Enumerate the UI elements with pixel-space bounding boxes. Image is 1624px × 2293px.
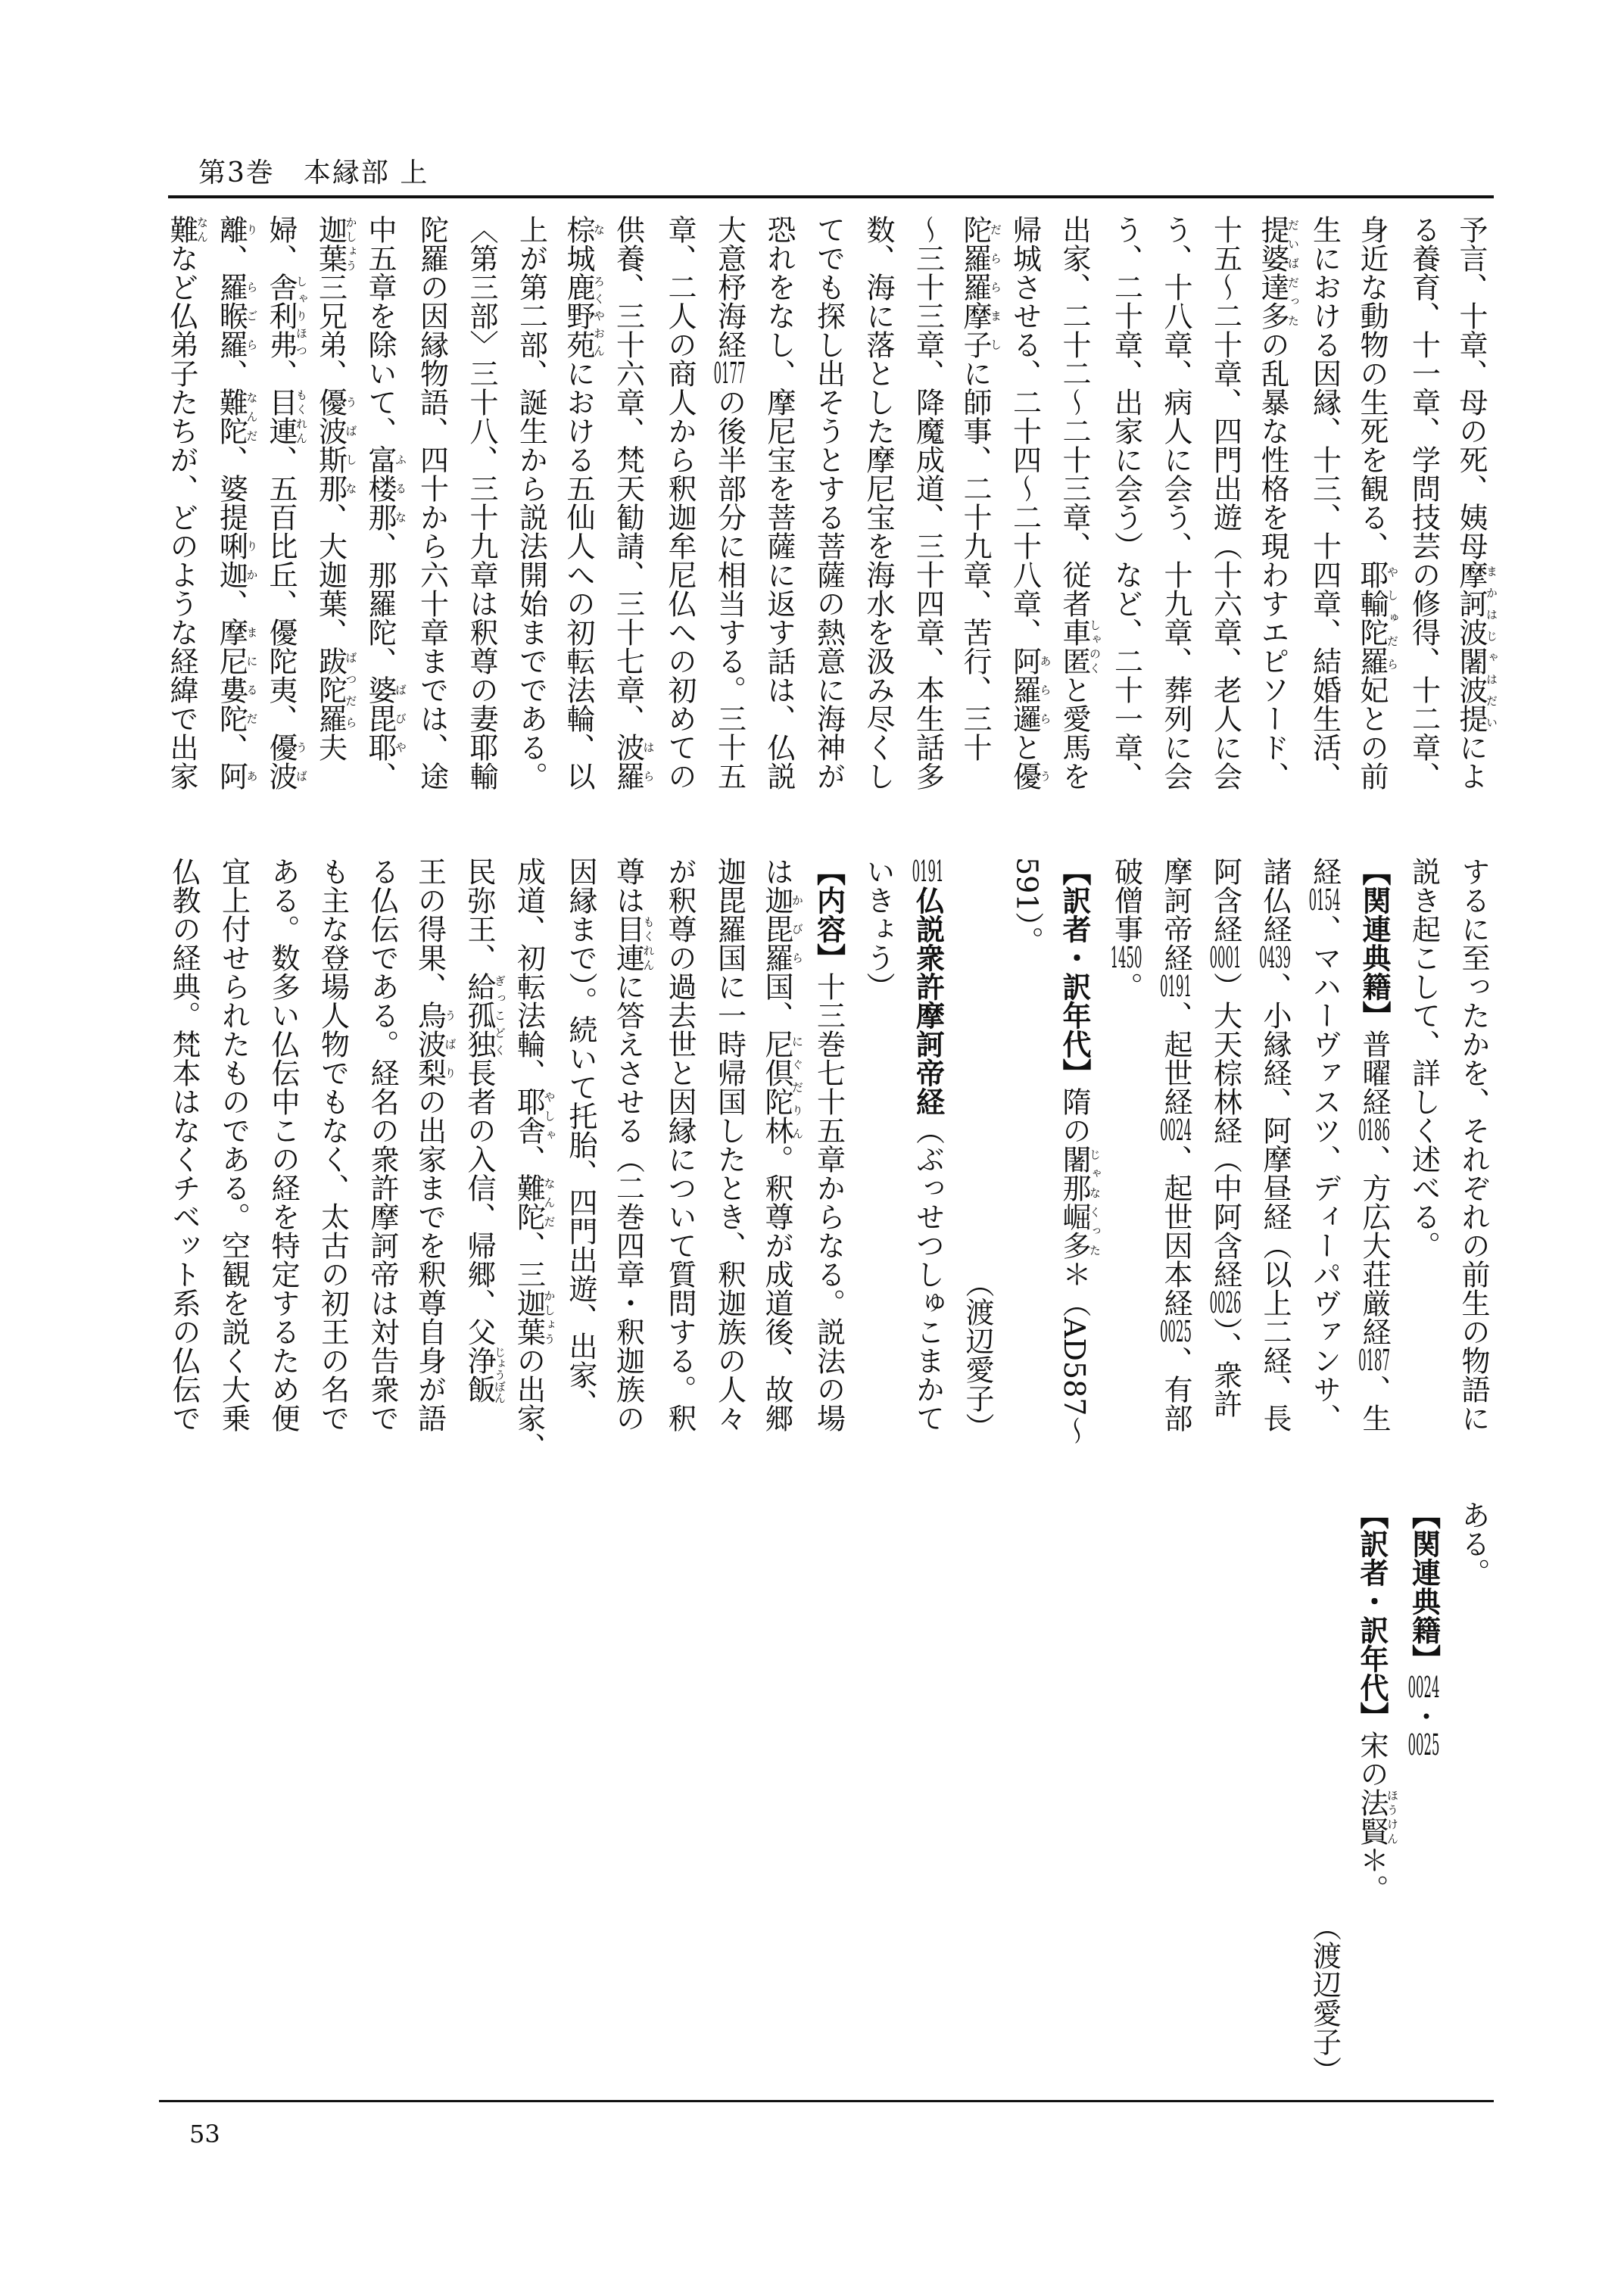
- text-column: [1002, 857, 1052, 1441]
- ruby-word: [264, 273, 308, 359]
- text-run: 、: [214, 733, 248, 762]
- furigana: なん: [195, 215, 209, 244]
- ruby-word: [463, 1346, 507, 1404]
- text-run: 、五百比丘、優陀夷、: [264, 445, 298, 733]
- text-column: [1101, 857, 1151, 1441]
- text-run: 、: [363, 762, 397, 790]
- text-tier-middle: [157, 857, 1498, 1461]
- text-run: 、: [512, 1145, 546, 1173]
- furigana: ばびや: [394, 675, 407, 762]
- ruby-word: [214, 215, 259, 244]
- ruby-base: 迦毘羅: [760, 886, 793, 972]
- text-run: 隋の: [1058, 1087, 1091, 1145]
- ruby-base: 優波斯那: [313, 388, 348, 503]
- bold-heading: 【関連典籍】: [1357, 857, 1391, 1030]
- text-run: 上が第二部、誕生から説法開始までである。: [514, 215, 548, 790]
- text-run: ＊（AD587〜: [1058, 1260, 1091, 1445]
- ruby-base: 波羅: [611, 733, 645, 790]
- text-column: [1349, 857, 1399, 1441]
- text-run: によ: [1454, 733, 1488, 790]
- ruby-base: 車匿: [1058, 618, 1091, 675]
- text-run: 宜上付せられたものである。空観を説く大乗: [217, 857, 251, 1432]
- ruby-word: [413, 1001, 457, 1087]
- text-run: 、: [264, 359, 298, 388]
- text-run: 王の得果、: [413, 857, 447, 1001]
- text-run: 、: [214, 244, 248, 273]
- ruby-base: 給孤独: [463, 972, 496, 1058]
- text-column: [407, 215, 457, 799]
- furigana: まにるだ: [245, 618, 259, 733]
- text-run: 普曜経: [1357, 1030, 1391, 1116]
- text-run: 、三: [512, 1231, 546, 1288]
- furigana: り: [245, 215, 259, 244]
- text-column: [1398, 215, 1448, 799]
- furigana: ばつだら: [344, 646, 358, 733]
- text-run: ・: [1407, 1702, 1441, 1731]
- furigana: りか: [245, 531, 259, 589]
- ruby-base: 浄飯: [463, 1346, 496, 1404]
- ruby-word: [562, 273, 606, 359]
- text-run: 、那羅陀、: [363, 531, 397, 675]
- furigana: う: [1038, 762, 1052, 790]
- text-run: に答えさせる（二巻四章・釈迦族の: [611, 972, 645, 1432]
- text-run: が釈尊の過去世と因縁について質問する。釈: [663, 857, 697, 1432]
- ruby-base: 跋陀羅: [313, 646, 348, 733]
- sutra-number: 0025: [1160, 1317, 1192, 1346]
- text-column: [655, 857, 705, 1441]
- text-run: ）大天棕林経（中阿含経: [1208, 972, 1242, 1288]
- text-run: 破僧事: [1109, 857, 1143, 943]
- ruby-base: 舎利弗: [264, 273, 298, 359]
- text-run: 。釈尊が成道後、故郷: [760, 1145, 793, 1432]
- text-column: [1200, 215, 1250, 799]
- text-run: 説き起こして、詳しく述べる。: [1407, 857, 1441, 1260]
- bold-heading: 【関連典籍】: [1407, 1500, 1441, 1673]
- ruby-base: 婆毘耶: [363, 675, 397, 762]
- text-column: [1448, 857, 1498, 1441]
- furigana: じょうぼん: [493, 1346, 507, 1404]
- text-run: に師事、二十九章、苦行、三十: [959, 359, 992, 762]
- sutra-number: 0024: [1407, 1673, 1440, 1702]
- text-column: [159, 857, 209, 1441]
- ruby-base: 提婆達多: [1256, 215, 1289, 330]
- ruby-base: 耶舎: [512, 1087, 546, 1145]
- furigana: ほうけん: [1386, 1788, 1399, 1846]
- furigana: だいばだった: [1286, 215, 1300, 330]
- text-run: 尊は: [611, 857, 645, 914]
- ruby-base: 耶輸陀羅: [1355, 560, 1389, 675]
- ruby-word: [1355, 1788, 1399, 1846]
- furigana: なんだ: [542, 1173, 556, 1231]
- ruby-word: [264, 388, 308, 445]
- text-run: 、婆提: [214, 445, 248, 531]
- text-run: 〈第三部〉三十八、三十九章は釈尊の妻耶輸: [465, 215, 498, 790]
- ruby-base: 阿: [214, 762, 248, 790]
- text-column: [556, 857, 606, 1441]
- text-column: [754, 215, 804, 799]
- text-run: 身近な動物の生死を観る、: [1355, 215, 1389, 560]
- text-column: [208, 215, 258, 799]
- text-run: における五仙人への初転法輪、以: [562, 359, 595, 790]
- text-column: [506, 215, 556, 799]
- ruby-base: 難陀: [512, 1173, 546, 1231]
- furigana: うばしな: [344, 388, 358, 503]
- sutra-number: 0191: [912, 857, 944, 886]
- text-column: [357, 215, 407, 799]
- text-run: 〜三十三章、降魔成道、三十四章、本生話多: [911, 215, 945, 790]
- text-column: [605, 215, 655, 799]
- text-run: 、方広大荘厳経: [1357, 1145, 1391, 1346]
- ruby-base: 難: [165, 215, 198, 244]
- text-column: [704, 857, 754, 1441]
- text-run: 諸仏経: [1258, 857, 1292, 943]
- sutra-number: 0025: [1407, 1731, 1440, 1759]
- ruby-word: [214, 531, 259, 589]
- ruby-base: 難陀: [214, 388, 248, 445]
- text-run: と: [1008, 733, 1042, 762]
- text-run: 阿含経: [1208, 857, 1242, 943]
- ruby-word: [1008, 646, 1052, 733]
- text-run: 、マハーヴァスツ、ディーパヴァンサ、: [1308, 914, 1342, 1432]
- text-column: [307, 857, 357, 1441]
- text-run: の乱暴な性格を現わすエピソード、: [1256, 330, 1289, 790]
- text-run: 数、海に落とした摩尼宝を海水を汲み尽くし: [862, 215, 895, 790]
- text-column: [1250, 857, 1300, 1441]
- text-run: 、小縁経、阿摩昼経（以上二経、長: [1258, 972, 1292, 1432]
- text-run: 恐れをなし、摩尼宝を菩薩に返す話は、仏説: [762, 215, 796, 790]
- page-number: 53: [189, 2120, 220, 2148]
- ruby-base: 迦葉: [313, 215, 348, 273]
- author-signature: （渡辺愛子）: [961, 1269, 994, 1441]
- ruby-base: 摩尼婁陀: [214, 618, 248, 733]
- ruby-word: [313, 388, 358, 503]
- text-run: 夫: [313, 733, 348, 762]
- furigana: あらら: [1038, 646, 1052, 733]
- ruby-base: 陀羅羅摩子: [959, 215, 992, 359]
- furigana: やしゅだら: [1386, 560, 1399, 675]
- furigana: かしょう: [542, 1288, 556, 1346]
- ruby-word: [1256, 215, 1300, 330]
- ruby-base: 富楼那: [363, 445, 397, 531]
- text-run: 陀羅の因縁物語、四十から六十章までは、途: [415, 215, 449, 790]
- ruby-base: 棕: [562, 215, 595, 244]
- text-run: ）、衆許: [1208, 1317, 1242, 1418]
- sutra-number: 0026: [1209, 1288, 1242, 1317]
- header-rule: [168, 195, 1494, 198]
- text-run: 帰城させる、二十四〜二十八章、: [1008, 215, 1042, 646]
- text-run: など仏弟子たちが、どのような経緯で出家: [165, 244, 198, 790]
- text-run: 十三巻七十五章からなる。説法の場: [812, 972, 846, 1432]
- furigana: もくれん: [295, 388, 308, 445]
- ruby-base: 尼倶陀林: [760, 1030, 793, 1145]
- text-run: 三兄弟、: [313, 273, 348, 388]
- sutra-number: 0439: [1259, 943, 1291, 972]
- text-column: [1151, 215, 1201, 799]
- text-run: 、起世経: [1159, 1001, 1192, 1116]
- sutra-number: 1450: [1110, 943, 1142, 972]
- text-column: [307, 215, 357, 799]
- footer-rule: [159, 2100, 1494, 2102]
- text-column: [258, 857, 308, 1441]
- furigana: うばり: [443, 1001, 457, 1087]
- ruby-word: [214, 762, 259, 790]
- furigana: はら: [641, 733, 656, 790]
- text-column: [407, 857, 457, 1441]
- furigana: にぐだりん: [790, 1030, 804, 1145]
- text-column: [1299, 857, 1349, 1441]
- text-run: 出家、二十二〜二十三章、従者: [1058, 215, 1091, 618]
- sutra-number: 0191: [1160, 972, 1192, 1001]
- ruby-base: 羅睺羅: [214, 273, 248, 359]
- sutra-number: 0186: [1358, 1116, 1390, 1145]
- ruby-word: [214, 388, 259, 445]
- text-run: う、十八章、病人に会う、十九章、葬列に会: [1159, 215, 1192, 790]
- text-run: 城: [562, 244, 595, 273]
- text-run: するに至ったかを、それぞれの前生の物語に: [1457, 857, 1490, 1432]
- furigana: かびら: [790, 886, 804, 972]
- furigana: やしゃ: [542, 1087, 556, 1145]
- text-run: 国、: [760, 972, 793, 1030]
- text-run: 妃との前: [1355, 675, 1389, 790]
- text-run: 。: [1109, 972, 1143, 1001]
- ruby-word: [363, 675, 407, 762]
- running-head: 第3巻 本縁部 上: [198, 157, 429, 188]
- text-column: [258, 215, 308, 799]
- sutra-number: 0177: [713, 359, 746, 388]
- text-run: 、大迦葉、: [313, 503, 348, 646]
- text-column: [1052, 857, 1102, 1445]
- sutra-number: 0154: [1308, 886, 1341, 914]
- text-column: [1101, 215, 1151, 799]
- ruby-word: [512, 1087, 556, 1145]
- ruby-word: [512, 1173, 556, 1231]
- ruby-word: [214, 273, 259, 359]
- text-column: [902, 857, 952, 1441]
- ruby-word: [1058, 618, 1102, 675]
- text-run: 摩訶帝経: [1159, 857, 1192, 972]
- text-column: [1200, 857, 1250, 1441]
- text-column: [506, 857, 556, 1461]
- text-column: [754, 857, 804, 1441]
- text-run: 中五章を除いて、: [363, 215, 397, 445]
- ruby-base: 摩訶波闍波提: [1454, 560, 1488, 733]
- furigana: ろくやおん: [592, 273, 606, 359]
- text-run: う、二十章、出家に会う）など、二十一章、: [1109, 215, 1143, 790]
- text-run: の後半部分に相当する。三十五: [712, 388, 747, 790]
- text-run: ある。数多い仏伝中この経を特定するため便: [267, 857, 300, 1432]
- author-signature: （渡辺愛子）: [1308, 1912, 1342, 2085]
- ruby-base: 鹿野苑: [562, 273, 595, 359]
- sutra-number: 0187: [1358, 1346, 1390, 1375]
- text-column: [655, 215, 705, 799]
- ruby-word: [313, 646, 358, 733]
- furigana: らごら: [245, 273, 259, 359]
- text-column: [1398, 857, 1448, 1441]
- text-run: 迦毘羅国に一時帰国したとき、釈迦族の人々: [712, 857, 747, 1432]
- ruby-word: [165, 215, 209, 244]
- ruby-word: [1454, 560, 1498, 733]
- ruby-word: [463, 972, 507, 1058]
- ruby-word: [363, 445, 407, 531]
- ruby-word: [313, 215, 358, 273]
- text-run: いきょう）: [862, 857, 895, 1001]
- bold-heading: 【訳者・訳年代】: [1355, 1500, 1389, 1731]
- text-column: [1398, 1500, 1448, 2085]
- text-column: [1349, 215, 1399, 799]
- text-run: る仏伝である。経名の衆許摩訶帝は対告衆で: [366, 857, 399, 1432]
- text-run: 、生: [1357, 1375, 1391, 1432]
- ruby-word: [1355, 560, 1399, 675]
- furigana: かしょう: [344, 215, 358, 273]
- text-column: [457, 215, 507, 799]
- ruby-base: 離: [214, 215, 248, 244]
- furigana: な: [592, 215, 606, 244]
- text-column: [1299, 215, 1349, 799]
- furigana: だららまし: [989, 215, 1002, 359]
- text-run: 予言、十章、母の死、姨母: [1454, 215, 1488, 560]
- ruby-base: 迦葉: [512, 1288, 546, 1346]
- bold-heading: 【訳者・訳年代】: [1058, 857, 1091, 1087]
- text-column: [357, 857, 407, 1441]
- ruby-base: 目連: [264, 388, 298, 445]
- sutra-number: 0001: [1209, 943, 1242, 972]
- text-column: [605, 857, 655, 1441]
- text-run: 、起世因本経: [1159, 1145, 1192, 1317]
- furigana: まかはじゃはだい: [1485, 560, 1498, 733]
- text-run: る養育、十一章、学問技芸の修得、十二章、: [1407, 215, 1441, 790]
- ruby-word: [611, 914, 656, 972]
- text-run: 、: [214, 589, 248, 618]
- text-run: 章、二人の商人から釈迦牟尼仏への初めての: [663, 215, 697, 790]
- text-column: [1250, 215, 1300, 799]
- text-column: [853, 215, 903, 799]
- furigana: なんだ: [245, 388, 259, 445]
- bold-heading: 【内容】: [812, 857, 846, 972]
- text-column: [704, 215, 754, 799]
- ruby-word: [959, 215, 1002, 359]
- ruby-word: [264, 733, 308, 790]
- ruby-word: [760, 1030, 804, 1145]
- text-run: 大意杼海経: [712, 215, 747, 359]
- ruby-base: 優波: [264, 733, 298, 790]
- ruby-base: 優: [1008, 762, 1042, 790]
- text-run: 長者の入信、帰郷、父: [463, 1058, 496, 1346]
- ruby-word: [562, 215, 606, 244]
- text-column: [803, 215, 853, 799]
- text-run: てでも探し出そうとする菩薩の熱意に海神が: [812, 215, 846, 790]
- text-run: ある。: [1457, 1500, 1490, 1587]
- ruby-base: 阿羅邏: [1008, 646, 1042, 733]
- furigana: ぎっこどく: [493, 972, 507, 1058]
- text-column: [208, 857, 258, 1441]
- text-run: 十五〜二十章、四門出遊（十六章、老人に会: [1208, 215, 1242, 790]
- text-column: [159, 215, 209, 799]
- text-run: は: [760, 857, 793, 886]
- text-run: 経: [1308, 857, 1342, 886]
- text-column: [1349, 1500, 1399, 2085]
- furigana: あ: [245, 762, 259, 790]
- text-column: [1448, 215, 1498, 799]
- text-run: 因縁まで）。続いて托胎、四門出遊、出家、: [564, 857, 597, 1418]
- text-column: [952, 215, 1002, 799]
- sutra-number: 0024: [1160, 1116, 1192, 1145]
- text-column: [803, 857, 853, 1441]
- text-column: [556, 215, 606, 799]
- furigana: もくれん: [641, 914, 656, 972]
- furigana: ふるな: [394, 445, 407, 531]
- text-column: [457, 857, 507, 1441]
- text-run: の出家までを釈尊自身が語: [413, 1087, 447, 1432]
- text-column: [902, 215, 952, 799]
- text-run: も主な登場人物でもなく、太古の初王の名で: [316, 857, 350, 1432]
- furigana: しゃのく: [1088, 618, 1102, 675]
- text-tier-lower: [157, 1500, 1498, 2085]
- ruby-base: 法賢: [1355, 1788, 1389, 1846]
- text-run: 婦、: [264, 215, 298, 273]
- text-run: と愛馬を: [1058, 675, 1091, 790]
- ruby-word: [611, 733, 656, 790]
- text-column: [1151, 857, 1201, 1441]
- text-column: [1448, 1500, 1498, 2085]
- text-run: ＊。: [1355, 1846, 1389, 1903]
- text-tier-upper: [157, 215, 1498, 799]
- furigana: じゃなくった: [1088, 1145, 1102, 1260]
- text-column: [1002, 215, 1052, 799]
- text-run: 仏教の経典。梵本はなくチベット系の仏伝で: [167, 857, 201, 1432]
- text-run: （ぶっせつしゅこまかて: [911, 1116, 945, 1432]
- text-run: 、有部: [1159, 1346, 1192, 1432]
- ruby-word: [760, 886, 804, 972]
- text-run: 供養、三十六章、梵天勧請、三十七章、: [611, 215, 645, 733]
- ruby-word: [1058, 1145, 1102, 1260]
- ruby-word: [1008, 762, 1052, 790]
- text-run: 民弥王、: [463, 857, 496, 972]
- furigana: しゃりほつ: [295, 273, 308, 359]
- text-run: 、: [214, 359, 248, 388]
- text-column: [853, 857, 903, 1441]
- text-run: 成道、初転法輪、: [512, 857, 546, 1087]
- text-run: 生における因縁、十三、十四章、結婚生活、: [1308, 215, 1342, 790]
- text-run: 591）。: [1010, 857, 1044, 955]
- ruby-word: [214, 618, 259, 733]
- text-run: の出家、: [512, 1346, 546, 1461]
- furigana: うば: [295, 733, 308, 790]
- ruby-word: [512, 1288, 556, 1346]
- ruby-base: 目連: [611, 914, 645, 972]
- ruby-base: 烏波梨: [413, 1001, 447, 1087]
- text-column: [1052, 215, 1102, 799]
- bold-heading: 仏説衆許摩訶帝経: [911, 886, 945, 1116]
- ruby-base: 闍那崛多: [1058, 1145, 1091, 1260]
- ruby-base: 唎迦: [214, 531, 248, 589]
- text-run: 宋の: [1355, 1731, 1389, 1788]
